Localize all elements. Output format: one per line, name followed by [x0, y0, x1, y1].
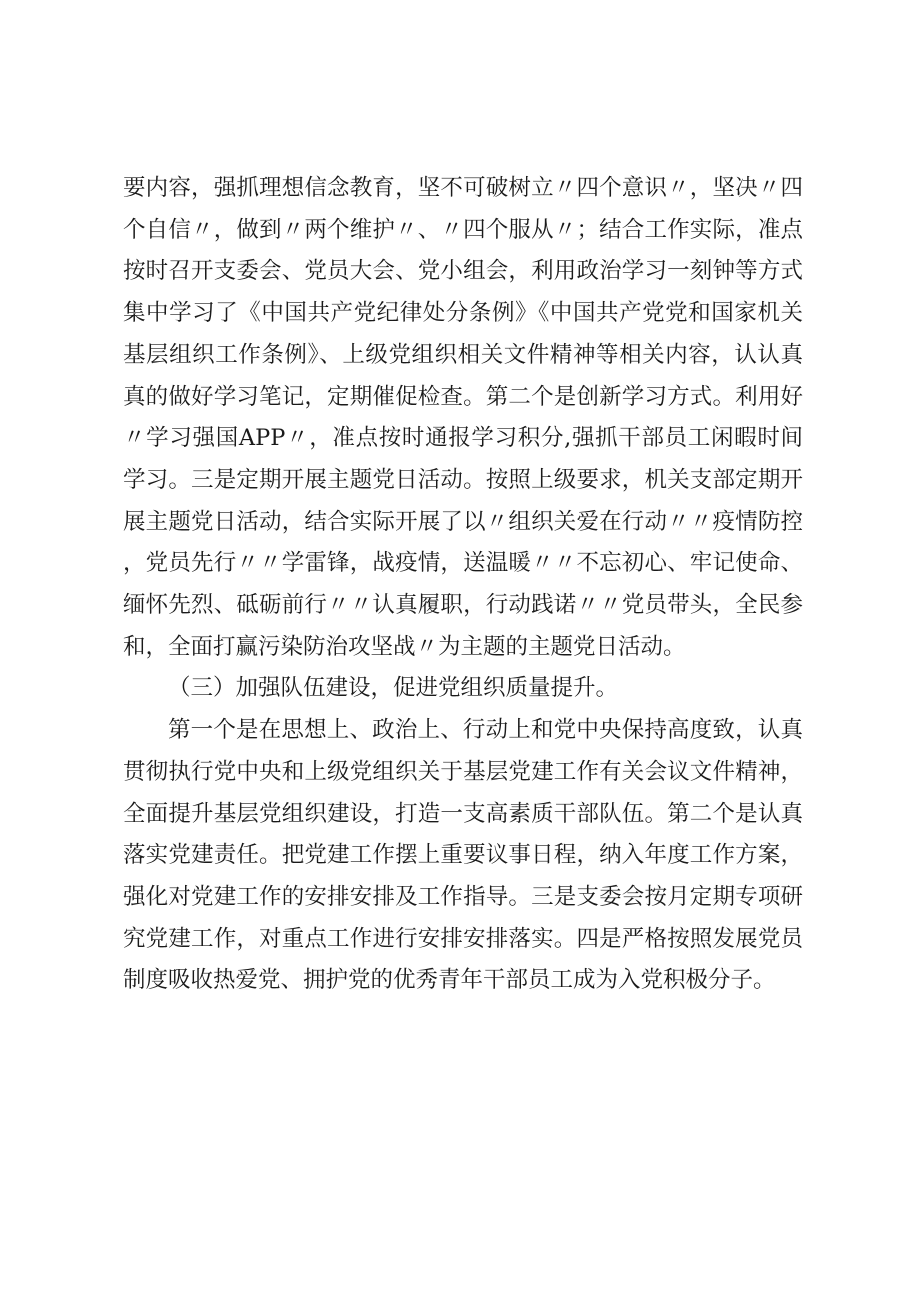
paragraph-team-building: 第一个是在思想上、政治上、行动上和党中央保持高度致，认真贯彻执行党中央和上级党组织关于基层党建工作有关会议文件精神，全面提升基层党组织建设，打造一支高素质干部队伍。第二个是认真落实党建责任。把党建工作摆上重要议事日程，纳入年度工作方案，强化对党建工作的安排安排及工作指导。三是支委会按月定期专项研究党建工作，对重点工作进行安排安排落实。四是严格按照发展党员制度吸收热爱党、拥护党的优秀青年干部员工成为入党积极分子。	[123, 717, 803, 994]
paragraph-continuation: 要内容，强抓理想信念教育，坚不可破树立〃四个意识〃，坚决〃四个自信〃，做到〃两个维护〃、〃四个服从〃；结合工作实际，准点按时召开支委会、党员大会、党小组会，利用政治学习一刻钟等方式集中学习了《中国共产党纪律处分条例》《中国共产党党和国家机关基层组织工作条例》、上级党组织相关文件精神等相关内容，认认真真的做好学习笔记，定期催促检查。第二个是创新学习方式。利用好〃学习强国APP〃，准点按时通报学习积分,强抓干部员工闲暇时间学习。三是定期开展主题党日活动。按照上级要求，机关支部定期开展主题党日活动，结合实际开展了以〃组织关爱在行动〃〃疫情防控，党员先行〃〃学雷锋，战疫情，送温暖〃〃不忘初心、牢记使命、缅怀先烈、砥砺前行〃〃认真履职，行动践诺〃〃党员带头，全民参和，全面打赢污染防治攻坚战〃为主题的主题党日活动。	[123, 175, 803, 660]
document-body	[123, 168, 803, 1002]
section-heading: （三）加强队伍建设，促进党组织质量提升。	[168, 675, 619, 702]
